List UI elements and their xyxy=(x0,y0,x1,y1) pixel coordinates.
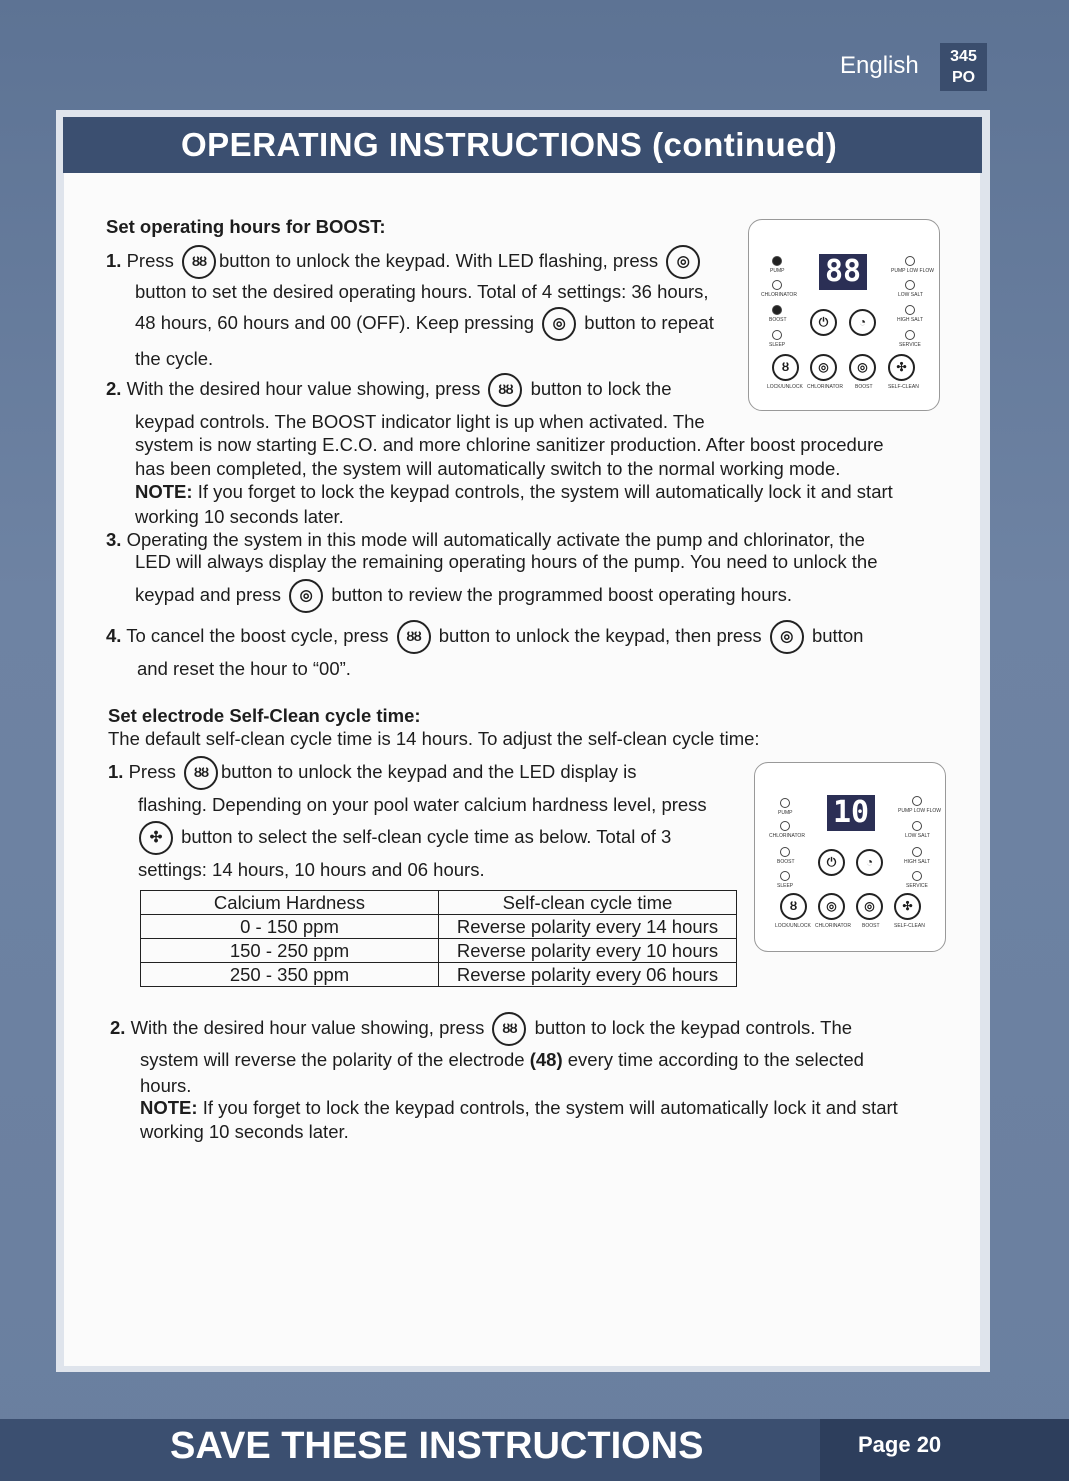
lock-unlock-icon: ȣȣ xyxy=(397,620,431,654)
step-number: 1. xyxy=(108,761,124,782)
boost-heading: Set operating hours for BOOST: xyxy=(106,216,386,237)
page-code-number: 345 xyxy=(950,48,977,65)
selfclean-step2-line3: hours. xyxy=(140,1075,192,1096)
indicator-label: SERVICE xyxy=(899,342,921,348)
page-number-box xyxy=(820,1419,1069,1481)
selfclean-step2-line1 xyxy=(110,1011,852,1046)
lock-unlock-icon: ȣȣ xyxy=(184,756,218,790)
selfclean-intro: The default self-clean cycle time is 14 hours. To adjust the self-clean cycle time: xyxy=(108,728,760,749)
sleep-indicator xyxy=(780,871,790,881)
step-number: 4. xyxy=(106,625,122,646)
indicator-label: HIGH SALT xyxy=(904,859,931,865)
table-row xyxy=(141,963,737,987)
note-label: NOTE: xyxy=(135,481,193,502)
self-clean-icon: ✣ xyxy=(888,354,915,381)
note-text: If you forget to lock the keypad controls, the system will automatically lock it and start xyxy=(202,1097,898,1118)
boost-icon: ◎ xyxy=(542,307,576,341)
step-text: button to select the self-clean cycle time as below. Total of 3 xyxy=(181,826,672,847)
lock-unlock-icon: ȣȣ xyxy=(492,1012,526,1046)
lock-unlock-icon: ȣ xyxy=(780,893,807,920)
save-instructions-banner: SAVE THESE INSTRUCTIONS xyxy=(170,1425,704,1467)
step-text: button to review the programmed boost operating hours. xyxy=(331,584,793,605)
boost-step2-note xyxy=(135,482,893,502)
boost-step1-line3 xyxy=(135,306,714,341)
page-number: Page 20 xyxy=(858,1432,942,1457)
indicator-label: PUMP xyxy=(778,810,793,816)
indicator-label: LOW SALT xyxy=(905,833,930,839)
boost-icon: ◎ xyxy=(770,620,804,654)
boost-step2-line4: has been completed, the system will automatically switch to the normal working mode. xyxy=(135,458,841,479)
sleep-indicator xyxy=(772,330,782,340)
boost-step1-line2: button to set the desired operating hours. Total of 4 settings: 36 hours, xyxy=(135,281,709,302)
high-salt-indicator xyxy=(905,305,915,315)
lock-unlock-icon: ȣȣ xyxy=(488,373,522,407)
indicator-label: PUMP xyxy=(770,268,785,274)
table-header: Calcium Hardness xyxy=(141,891,439,915)
indicator-label: SLEEP xyxy=(777,883,794,889)
pump-icon: ◔ xyxy=(856,849,883,876)
step-text: button to repeat xyxy=(584,312,714,333)
pump-low-flow-indicator xyxy=(905,256,915,266)
step-text: button to lock the xyxy=(530,378,672,399)
boost-step2-line1 xyxy=(106,372,672,407)
indicator-label: BOOST xyxy=(769,317,787,323)
hardness-table xyxy=(140,890,737,987)
page-language: English xyxy=(840,52,919,79)
indicator-label: SLEEP xyxy=(769,342,786,348)
page-code-badge xyxy=(940,43,987,91)
step-text: Press xyxy=(126,250,174,271)
selfclean-step2-line5: working 10 seconds later. xyxy=(140,1121,349,1142)
boost-indicator xyxy=(780,847,790,857)
table-row xyxy=(141,915,737,939)
boost-step3-line2: LED will always display the remaining operating hours of the pump. You need to unlock the xyxy=(135,551,878,572)
low-salt-indicator xyxy=(905,280,915,290)
step-text: button to unlock the keypad and the LED display is xyxy=(221,761,637,782)
step-number: 1. xyxy=(106,250,122,271)
low-salt-indicator xyxy=(912,821,922,831)
button-label: CHLORINATOR xyxy=(807,384,843,390)
indicator-label: CHLORINATOR xyxy=(761,292,797,298)
boost-step2-line6: working 10 seconds later. xyxy=(135,506,344,527)
step-text: To cancel the boost cycle, press xyxy=(126,625,389,646)
step-text: 48 hours, 60 hours and 00 (OFF). Keep pressing xyxy=(135,312,534,333)
step-text: Operating the system in this mode will automatically activate the pump and chlorinator, the xyxy=(126,529,865,550)
indicator-label: HIGH SALT xyxy=(897,317,924,323)
pump-icon: ◔ xyxy=(849,309,876,336)
button-label: SELF-CLEAN xyxy=(888,384,919,390)
pump-indicator xyxy=(772,256,782,266)
boost-indicator xyxy=(772,305,782,315)
chlorinator-icon: ◎ xyxy=(810,354,837,381)
note-text: If you forget to lock the keypad controls, the system will automatically lock it and start xyxy=(197,481,893,502)
step-text: button to unlock the keypad. With LED flashing, press xyxy=(219,250,659,271)
selfclean-heading: Set electrode Self-Clean cycle time: xyxy=(108,705,421,726)
indicator-label: BOOST xyxy=(777,859,795,865)
step-text: With the desired hour value showing, press xyxy=(126,378,481,399)
table-cell: 0 - 150 ppm xyxy=(141,915,439,939)
power-icon: ⏻ xyxy=(818,849,845,876)
boost-step4-line2: and reset the hour to “00”. xyxy=(137,658,351,679)
table-header: Self-clean cycle time xyxy=(439,891,737,915)
boost-icon: ◎ xyxy=(849,354,876,381)
chlorinator-indicator xyxy=(772,280,782,290)
boost-icon: ◎ xyxy=(666,245,700,279)
lock-unlock-icon: ȣ xyxy=(772,354,799,381)
boost-step2-line3: system is now starting E.C.O. and more chlorine sanitizer production. After boost procedure xyxy=(135,434,884,455)
selfclean-step2-line2 xyxy=(140,1050,864,1070)
button-label: LOCK/UNLOCK xyxy=(767,384,803,390)
indicator-label: PUMP LOW FLOW xyxy=(898,808,941,814)
indicator-label: CHLORINATOR xyxy=(769,833,805,839)
button-label: SELF-CLEAN xyxy=(894,923,925,929)
service-indicator xyxy=(905,330,915,340)
high-salt-indicator xyxy=(912,847,922,857)
electrode-number: (48) xyxy=(529,1049,563,1070)
boost-step1-line4: the cycle. xyxy=(135,348,214,369)
selfclean-step1-line4: settings: 14 hours, 10 hours and 06 hours. xyxy=(138,859,485,880)
page-code-suffix: PO xyxy=(951,69,976,86)
table-cell: Reverse polarity every 06 hours xyxy=(439,963,737,987)
step-number: 3. xyxy=(106,529,122,550)
selfclean-step1-line1 xyxy=(108,755,637,790)
step-text: button to unlock the keypad, then press xyxy=(438,625,762,646)
led-display: 88 xyxy=(819,254,867,290)
table-cell: 250 - 350 ppm xyxy=(141,963,439,987)
selfclean-step2-note xyxy=(140,1098,898,1118)
control-panel-diagram-1 xyxy=(748,219,940,411)
self-clean-icon: ✣ xyxy=(894,893,921,920)
chlorinator-indicator xyxy=(780,821,790,831)
title-bar xyxy=(63,117,982,173)
power-icon: ⏻ xyxy=(810,309,837,336)
selfclean-step1-line3 xyxy=(136,820,671,855)
lock-unlock-icon: ȣȣ xyxy=(182,245,216,279)
step-text: system will reverse the polarity of the electrode xyxy=(140,1049,525,1070)
boost-step4-line1 xyxy=(106,618,863,654)
step-text: button to lock the keypad controls. The xyxy=(534,1017,853,1038)
indicator-label: LOW SALT xyxy=(898,292,923,298)
step-text: With the desired hour value showing, press xyxy=(130,1017,485,1038)
selfclean-step1-line2: flashing. Depending on your pool water calcium hardness level, press xyxy=(138,794,707,815)
table-row xyxy=(141,939,737,963)
control-panel-diagram-2 xyxy=(754,762,946,952)
pump-low-flow-indicator xyxy=(912,796,922,806)
self-clean-icon: ✣ xyxy=(139,821,173,855)
indicator-label: PUMP LOW FLOW xyxy=(891,268,934,274)
indicator-label: SERVICE xyxy=(906,883,928,889)
step-text: Press xyxy=(128,761,176,782)
chlorinator-icon: ◎ xyxy=(818,893,845,920)
page-title: OPERATING INSTRUCTIONS (continued) xyxy=(181,126,838,163)
boost-step1-line1 xyxy=(106,244,703,279)
button-label: LOCK/UNLOCK xyxy=(775,923,811,929)
table-cell: Reverse polarity every 10 hours xyxy=(439,939,737,963)
footer-bar xyxy=(0,1419,1069,1481)
led-display: 10 xyxy=(827,795,875,831)
step-text: keypad and press xyxy=(135,584,282,605)
boost-step3-line1 xyxy=(106,530,865,550)
boost-step3-line3 xyxy=(135,578,792,613)
table-cell: Reverse polarity every 14 hours xyxy=(439,915,737,939)
button-label: BOOST xyxy=(862,923,880,929)
note-label: NOTE: xyxy=(140,1097,198,1118)
boost-step2-line2: keypad controls. The BOOST indicator light is up when activated. The xyxy=(135,411,705,432)
button-label: BOOST xyxy=(855,384,873,390)
table-cell: 150 - 250 ppm xyxy=(141,939,439,963)
button-label: CHLORINATOR xyxy=(815,923,851,929)
service-indicator xyxy=(912,871,922,881)
table-header-row xyxy=(141,891,737,915)
step-text: every time according to the selected xyxy=(567,1049,864,1070)
boost-icon: ◎ xyxy=(289,579,323,613)
step-text: button xyxy=(811,625,864,646)
boost-icon: ◎ xyxy=(856,893,883,920)
step-number: 2. xyxy=(110,1017,126,1038)
pump-indicator xyxy=(780,798,790,808)
step-number: 2. xyxy=(106,378,122,399)
